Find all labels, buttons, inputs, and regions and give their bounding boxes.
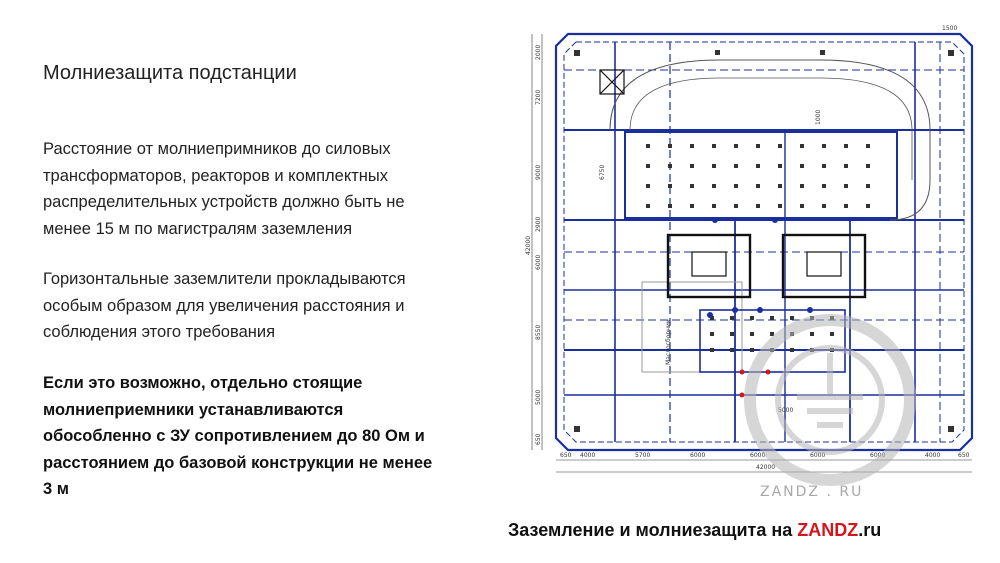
dim-bottom-9: 650 (958, 452, 970, 459)
dim-left-6: 8550 (535, 324, 542, 340)
dim-left-3: 9000 (535, 164, 542, 180)
label-1000: 1000 (815, 109, 822, 125)
dim-bottom-4: 6000 (690, 452, 706, 459)
dim-left-5: 6000 (535, 254, 542, 270)
footer-domain-suffix: .ru (858, 520, 882, 540)
transformer-1-frame (668, 235, 750, 297)
label-6750: 6750 (599, 164, 606, 180)
slide-title: Молниезащита подстанции (43, 62, 297, 84)
dim-left-8: 650 (535, 433, 542, 445)
label-oil-collector: Маслосборник (665, 319, 672, 365)
dim-bottom-5: 6000 (750, 452, 766, 459)
label-5000: 5000 (778, 407, 794, 414)
dim-bottom-3: 5700 (635, 452, 651, 459)
dim-left-2: 7200 (535, 89, 542, 105)
dim-top-right: 1500 (942, 25, 958, 32)
paragraph-horizontal-grounding: Горизонтальные заземлители прокладываются особым образом для увеличения расстояния и соблюдения этого требования (43, 270, 406, 341)
dim-total-bottom: 42000 (756, 464, 776, 471)
paragraph-separate-lightning-rods: Если это возможно, отдельно стоящие молниеприемники устанавливаются обособленно с ЗУ сопротивлением до 80 Ом и расстоянием до базовой конструкции не менее 3 м (43, 374, 433, 498)
dim-left-4: 2900 (535, 216, 542, 232)
dim-total-left: 42000 (525, 235, 532, 255)
dim-bottom-2: 4000 (580, 452, 596, 459)
watermark-text: ZANDZ . RU (760, 484, 864, 500)
dim-bottom-1: 650 (560, 452, 572, 459)
dim-bottom-6: 6000 (810, 452, 826, 459)
dim-left-7: 5000 (535, 389, 542, 405)
footer-caption (508, 520, 881, 541)
ground-symbol-watermark (735, 305, 925, 505)
dim-left-1: 2000 (535, 44, 542, 60)
footer-brand-link[interactable]: ZANDZ (797, 520, 859, 540)
transformer-2-frame (783, 235, 865, 297)
dim-bottom-8: 4000 (925, 452, 941, 459)
paragraph-distance-requirement: Расстояние от молниепримников до силовых трансформаторов, реакторов и комплектных распределительных устройств должно быть не менее 15 м по магистралям заземления (43, 140, 405, 238)
footer-text: Заземление и молниезащита на (508, 520, 798, 540)
dim-bottom-7: 6000 (870, 452, 886, 459)
